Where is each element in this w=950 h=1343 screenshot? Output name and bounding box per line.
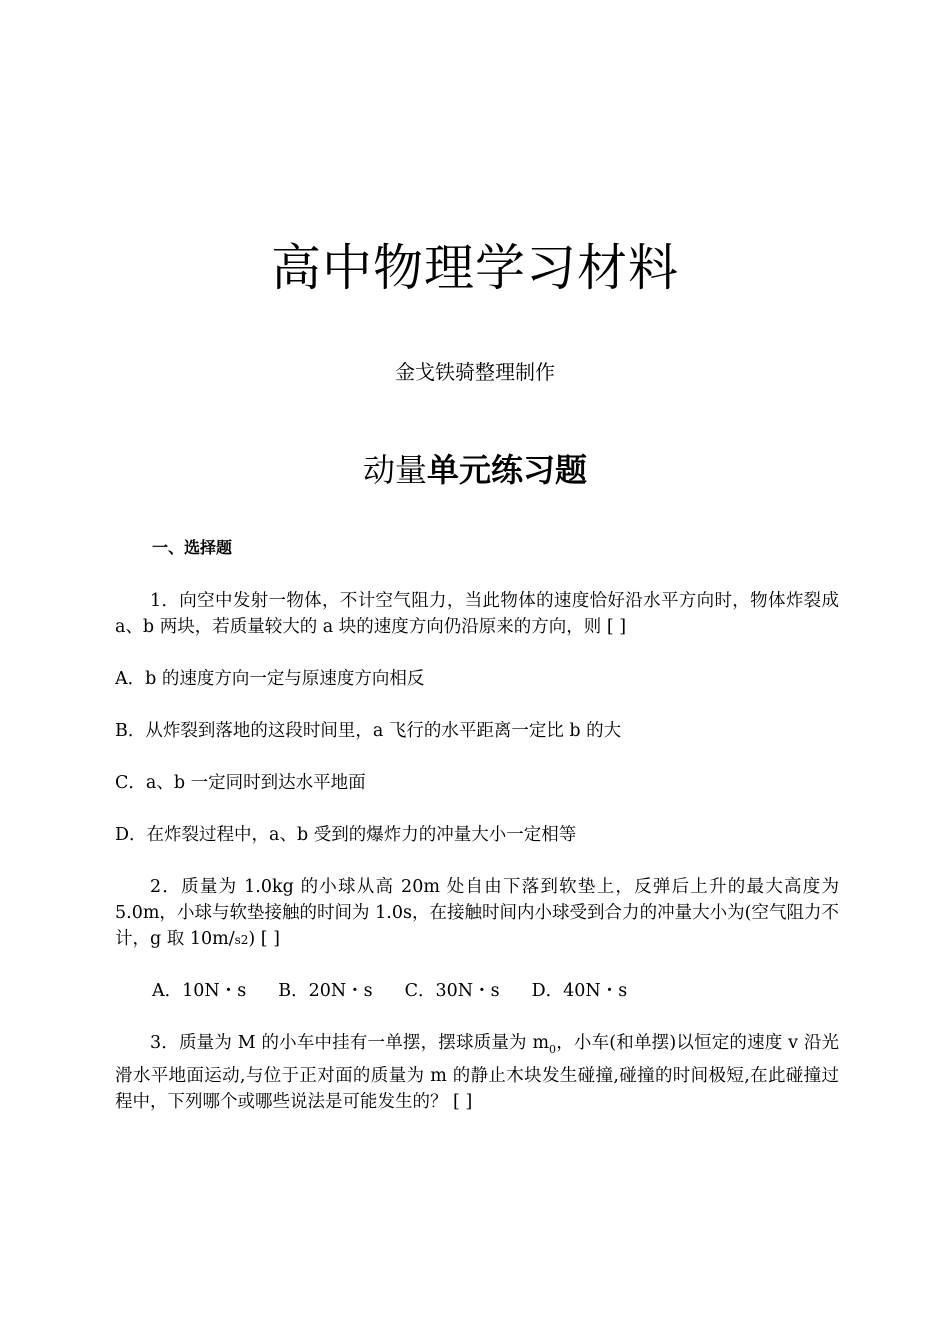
question-1-option-b: B．从炸裂到落地的这段时间里，a 飞行的水平距离一定比 b 的大 — [115, 721, 622, 741]
section-heading: 一、选择题 — [152, 538, 233, 557]
question-1-option-d: D．在炸裂过程中，a、b 受到的爆炸力的冲量大小一定相等 — [115, 825, 577, 845]
question-1-option-c: C．a、b 一定同时到达水平地面 — [115, 773, 366, 793]
question-3-stem-text-a: 3．质量为 M 的小车中挂有一单摆，摆球质量为 m — [150, 1033, 550, 1053]
question-2-unit: s2 — [234, 933, 249, 947]
question-2-option-d: D．40N・s — [531, 981, 628, 1001]
question-2-stem-tail: ) [ ] — [248, 929, 280, 949]
question-2-option-b: B．20N・s — [278, 981, 373, 1001]
question-1-option-a: A．b 的速度方向一定与原速度方向相反 — [115, 669, 425, 689]
question-2-option-a: A．10N・s — [152, 981, 247, 1001]
question-2-stem-text: 2．质量为 1.0kg 的小球从高 20m 处自由下落到软垫上，反弹后上升的最大高度为 5.0m，小球与软垫接触的时间为 1.0s，在接触时间内小球受到合力的冲量大小为(空气阻力不计，g 取 10m/ — [115, 877, 839, 949]
question-2-stem — [115, 874, 839, 953]
question-3-subscript: 0 — [549, 1043, 557, 1056]
question-3-stem-text-b: ，小车(和单摆)以恒定的速度 v 沿光滑水平地面运动,与位于正对面的质量为 m 的静止木块发生碰撞,碰撞的时间极短,在此碰撞过程中，下列哪个或哪些说法是可能发生的？ [ ] — [115, 1033, 839, 1112]
subtitle: 金戈铁骑整理制作 — [395, 360, 555, 384]
document-title-part2: 单元练习题 — [427, 451, 588, 489]
question-2-option-c: C．30N・s — [404, 981, 500, 1001]
question-3-stem — [115, 1030, 839, 1115]
document-title-part1: 动量 — [362, 451, 427, 489]
main-title: 高中物理学习材料 — [271, 239, 679, 297]
question-1-stem: 1．向空中发射一物体，不计空气阻力，当此物体的速度恰好沿水平方向时，物体炸裂成 a、b 两块，若质量较大的 a 块的速度方向仍沿原来的方向，则 [ ] — [115, 591, 839, 637]
document-title — [0, 448, 950, 492]
question-2-options — [152, 978, 627, 1004]
